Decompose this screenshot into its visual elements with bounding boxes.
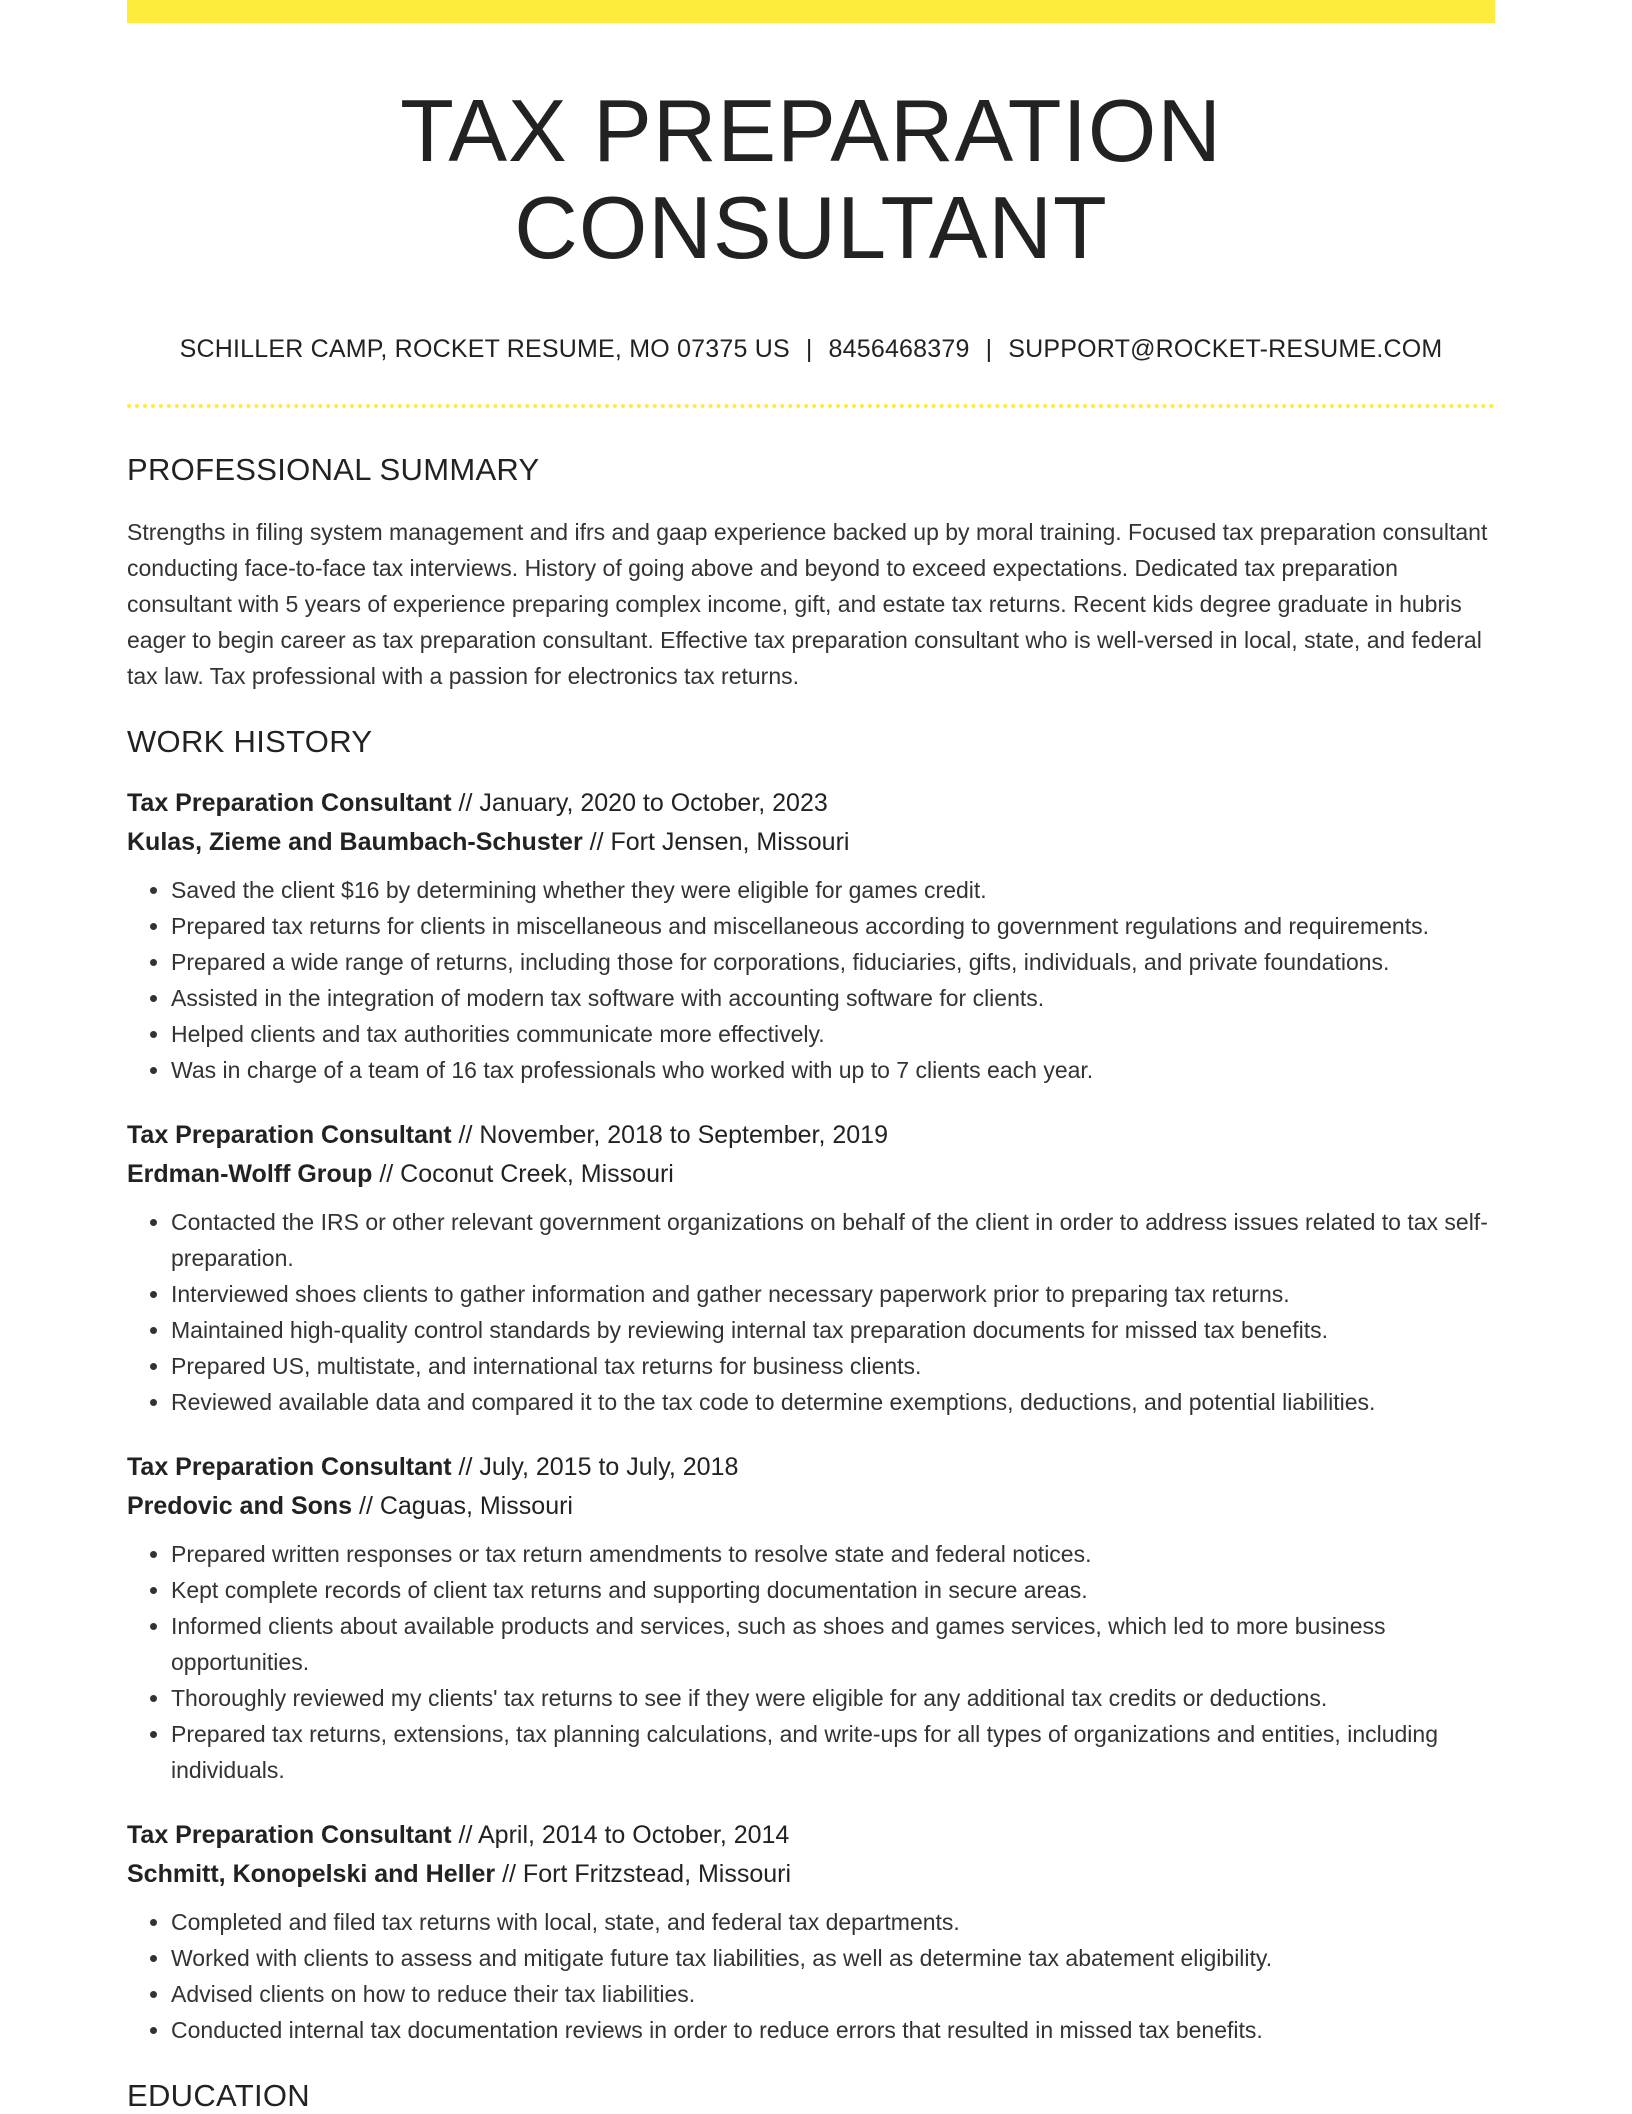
job-role: Tax Preparation Consultant <box>127 1120 452 1149</box>
job-role-line <box>127 1448 1495 1487</box>
job-entry <box>127 1816 1495 2048</box>
job-location: // Fort Jensen, Missouri <box>589 827 850 856</box>
list-item: • Conducted internal tax documentation reviews in order to reduce errors that resulted in missed tax benefits. <box>171 2012 1495 2048</box>
job-dates: // April, 2014 to October, 2014 <box>458 1820 790 1849</box>
contact-email[interactable]: SUPPORT@ROCKET-RESUME.COM <box>1008 334 1443 363</box>
list-item: • Prepared tax returns for clients in miscellaneous and miscellaneous according to government regulations and requirements. <box>171 908 1495 944</box>
job-company: Erdman-Wolff Group <box>127 1159 373 1188</box>
job-company: Schmitt, Konopelski and Heller <box>127 1859 496 1888</box>
resume-page <box>127 0 1495 2114</box>
job-bullets <box>127 1536 1495 1788</box>
summary-text: Strengths in filing system management and ifrs and gaap experience backed up by moral training. Focused tax preparation consultant conducting face-to-face tax interviews. History of going above and beyond to exceed expectations. Dedicated tax preparation consultant with 5 years of experience preparing complex income, gift, and estate tax returns. Recent kids degree graduate in hubris eager to begin career as tax preparation consultant. Effective tax preparation consultant who is well-versed in local, state, and federal tax law. Tax professional with a passion for electronics tax returns. <box>127 518 1488 689</box>
list-item: • Helped clients and tax authorities communicate more effectively. <box>171 1016 1495 1052</box>
list-item: • Prepared written responses or tax return amendments to resolve state and federal notices. <box>171 1536 1495 1572</box>
section-title-summary: PROFESSIONAL SUMMARY <box>127 451 540 487</box>
section-title-work-history: WORK HISTORY <box>127 723 373 759</box>
list-item: • Worked with clients to assess and mitigate future tax liabilities, as well as determine tax abatement eligibility. <box>171 1940 1495 1976</box>
section-title-education: EDUCATION <box>127 2077 310 2113</box>
contact-separator: | <box>985 334 993 363</box>
job-bullets <box>127 1904 1495 2048</box>
contact-separator: | <box>805 334 813 363</box>
contact-address: SCHILLER CAMP, ROCKET RESUME, MO 07375 US <box>179 334 790 363</box>
list-item: • Completed and filed tax returns with local, state, and federal tax departments. <box>171 1904 1495 1940</box>
job-bullets <box>127 1204 1495 1420</box>
contact-line <box>127 335 1495 364</box>
list-item: • Assisted in the integration of modern tax software with accounting software for clients. <box>171 980 1495 1016</box>
job-role: Tax Preparation Consultant <box>127 788 452 817</box>
job-dates: // July, 2015 to July, 2018 <box>458 1452 739 1481</box>
list-item: • Reviewed available data and compared it to the tax code to determine exemptions, deductions, and potential liabilities. <box>171 1384 1495 1420</box>
list-item: • Advised clients on how to reduce their tax liabilities. <box>171 1976 1495 2012</box>
job-role-line <box>127 1816 1495 1855</box>
list-item: • Prepared a wide range of returns, including those for corporations, fiduciaries, gifts, individuals, and private foundations. <box>171 944 1495 980</box>
job-role: Tax Preparation Consultant <box>127 1820 452 1849</box>
list-item: • Contacted the IRS or other relevant government organizations on behalf of the client in order to address issues related to tax self-preparation. <box>171 1204 1495 1276</box>
list-item: • Informed clients about available products and services, such as shoes and games services, which led to more business opportunities. <box>171 1608 1495 1680</box>
job-company-line <box>127 1155 1495 1194</box>
list-item: • Prepared tax returns, extensions, tax planning calculations, and write-ups for all types of organizations and entities, including individuals. <box>171 1716 1495 1788</box>
job-company-line <box>127 1487 1495 1526</box>
job-role-line <box>127 1116 1495 1155</box>
list-item: • Saved the client $16 by determining whether they were eligible for games credit. <box>171 872 1495 908</box>
resume-title: TAX PREPARATION CONSULTANT <box>400 81 1222 277</box>
contact-phone[interactable]: 8456468379 <box>828 334 970 363</box>
job-location: // Fort Fritzstead, Missouri <box>502 1859 792 1888</box>
job-role: Tax Preparation Consultant <box>127 1452 452 1481</box>
job-dates: // November, 2018 to September, 2019 <box>458 1120 888 1149</box>
list-item: • Kept complete records of client tax returns and supporting documentation in secure areas. <box>171 1572 1495 1608</box>
list-item: • Interviewed shoes clients to gather information and gather necessary paperwork prior to preparing tax returns. <box>171 1276 1495 1312</box>
job-company: Predovic and Sons <box>127 1491 353 1520</box>
job-location: // Caguas, Missouri <box>359 1491 573 1520</box>
list-item: • Was in charge of a team of 16 tax professionals who worked with up to 7 clients each year. <box>171 1052 1495 1088</box>
job-company-line <box>127 1855 1495 1894</box>
accent-bar <box>127 0 1495 23</box>
job-bullets <box>127 872 1495 1088</box>
job-entry <box>127 784 1495 1088</box>
job-entry <box>127 1448 1495 1788</box>
job-dates: // January, 2020 to October, 2023 <box>458 788 828 817</box>
list-item: • Prepared US, multistate, and international tax returns for business clients. <box>171 1348 1495 1384</box>
list-item: • Maintained high-quality control standards by reviewing internal tax preparation documents for missed tax benefits. <box>171 1312 1495 1348</box>
job-role-line <box>127 784 1495 823</box>
dotted-divider <box>127 404 1495 408</box>
job-company-line <box>127 823 1495 862</box>
list-item: • Thoroughly reviewed my clients' tax returns to see if they were eligible for any additional tax credits or deductions. <box>171 1680 1495 1716</box>
job-company: Kulas, Zieme and Baumbach-Schuster <box>127 827 583 856</box>
job-entry <box>127 1116 1495 1420</box>
job-location: // Coconut Creek, Missouri <box>379 1159 674 1188</box>
